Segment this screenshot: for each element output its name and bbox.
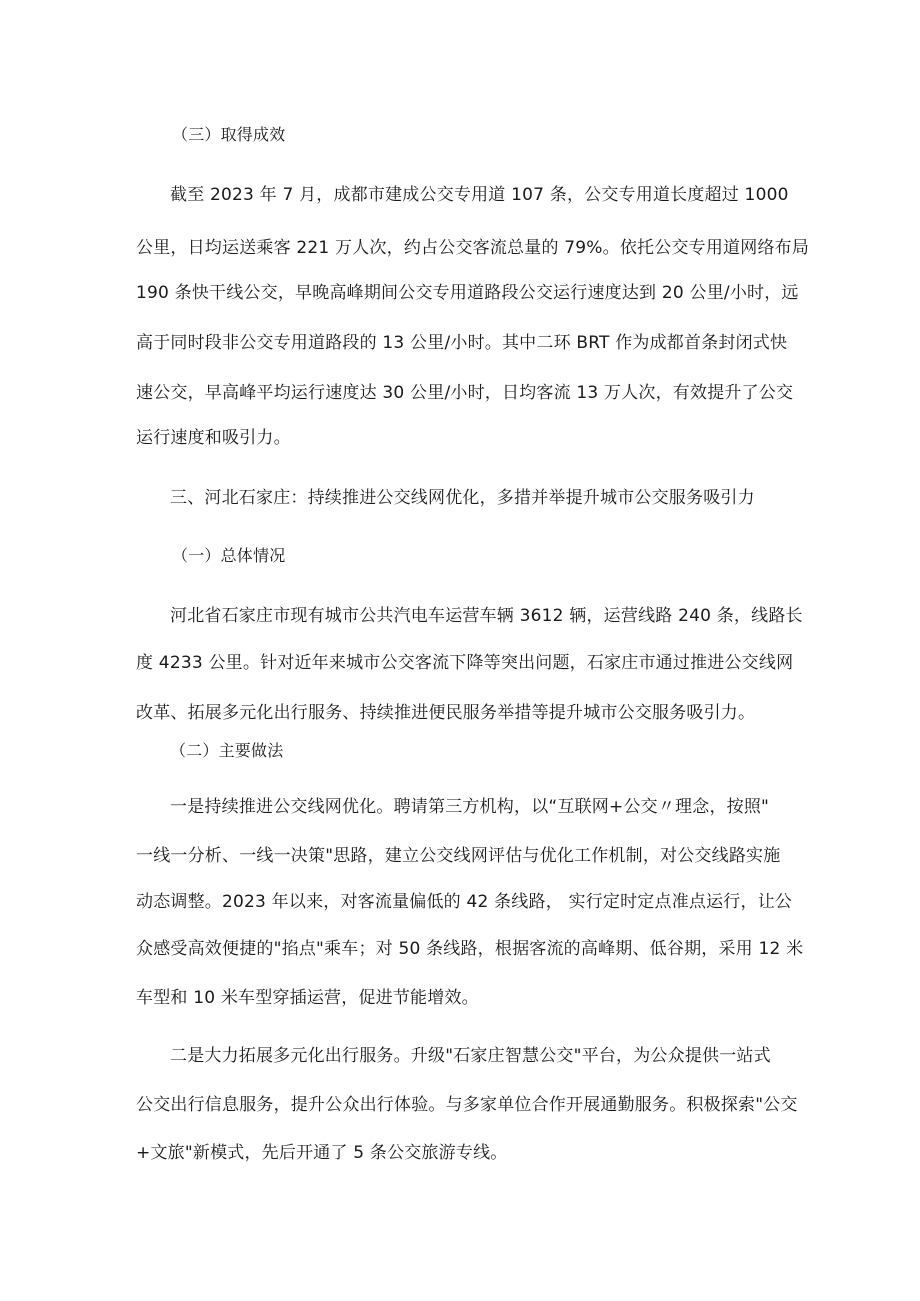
paragraph-line: 二是大力拓展多元化出行服务。升级"石家庄智慧公交"平台，为公众提供一站式: [170, 1046, 771, 1066]
paragraph-line: +文旅"新模式，先后开通了 5 条公交旅游专线。: [136, 1143, 508, 1163]
paragraph-line: 公交出行信息服务，提升公众出行体验。与多家单位合作开展通勤服务。积极探索"公交: [136, 1095, 798, 1115]
paragraph-line: 速公交，早高峰平均运行速度达 30 公里/小时，日均客流 13 万人次，有效提升了公交: [136, 383, 794, 403]
paragraph-line: 公里，日均运送乘客 221 万人次，约占公交客流总量的 79%。依托公交专用道网络布局: [136, 238, 810, 258]
paragraph-line: 改革、拓展多元化出行服务、持续推进便民服务举措等提升城市公交服务吸引力。: [136, 703, 756, 723]
paragraph-line: 车型和 10 米车型穿插运营，促进节能增效。: [136, 988, 479, 1008]
paragraph-line: 190 条快干线公交，早晚高峰期间公交专用道路段公交运行速度达到 20 公里/小时，远: [136, 283, 799, 303]
paragraph-line: 高于同时段非公交专用道路段的 13 公里/小时。其中二环 BRT 作为成都首条封闭式快: [136, 333, 788, 353]
paragraph-line: 河北省石家庄市现有城市公共汽电车运营车辆 3612 辆，运营线路 240 条，线路长: [170, 606, 803, 626]
section-heading-overview: （一）总体情况: [172, 546, 286, 565]
paragraph-line: 一是持续推进公交线网优化。聘请第三方机构，以“互联网+公交〃理念，按照": [170, 797, 770, 817]
paragraph-line: 动态调整。2023 年以来，对客流量偏低的 42 条线路， 实行定时定点准点运行，让公: [136, 892, 793, 912]
paragraph-line: 众感受高效便捷的"掐点"乘车；对 50 条线路，根据客流的高峰期、低谷期，采用 12 米: [136, 939, 804, 959]
paragraph-line: 一线一分析、一线一决策"思路，建立公交线网评估与优化工作机制，对公交线路实施: [136, 846, 781, 866]
paragraph-line: 运行速度和吸引力。: [136, 428, 291, 448]
paragraph-line: 度 4233 公里。针对近年来城市公交客流下降等突出问题，石家庄市通过推进公交线网: [136, 653, 794, 673]
section-heading-results: （三）取得成效: [172, 125, 286, 144]
chapter-title: 三、河北石家庄：持续推进公交线网优化，多措并举提升城市公交服务吸引力: [170, 488, 755, 508]
section-heading-practices: （二）主要做法: [170, 741, 284, 760]
paragraph-line: 截至 2023 年 7 月，成都市建成公交专用道 107 条，公交专用道长度超过 1000: [170, 185, 789, 205]
